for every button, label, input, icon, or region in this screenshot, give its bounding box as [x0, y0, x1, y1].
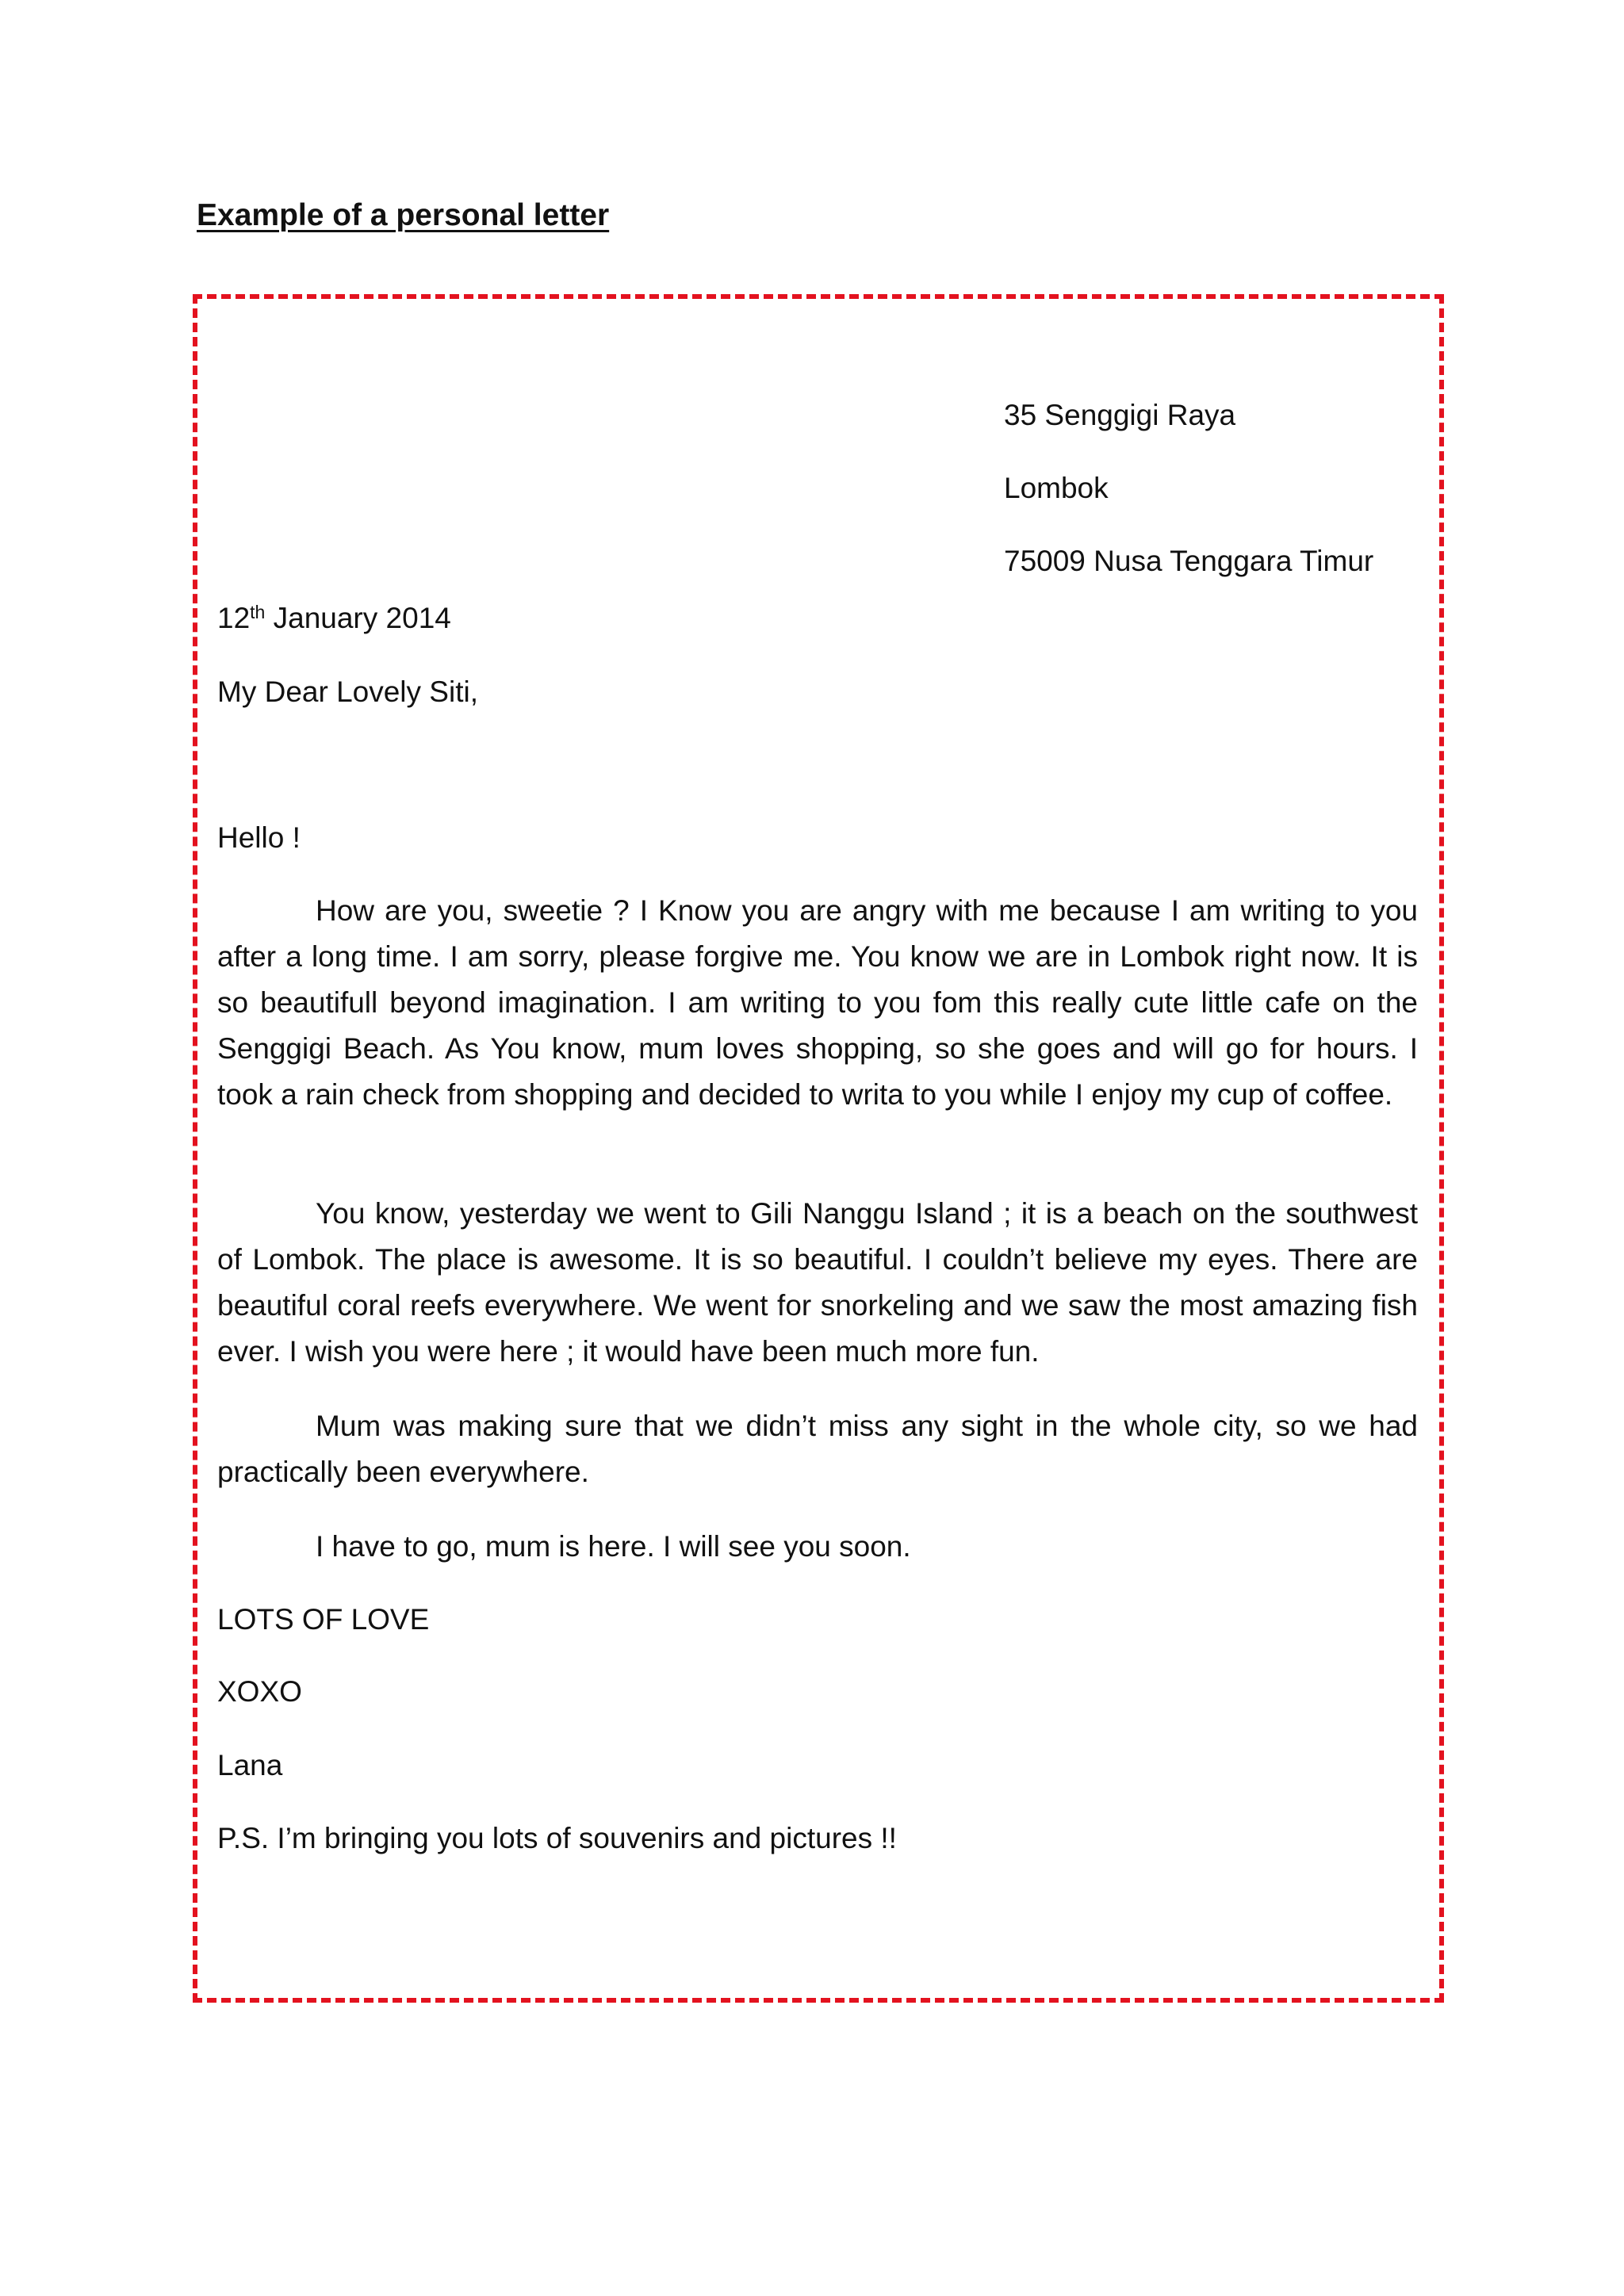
- body-paragraph-4: I have to go, mum is here. I will see you soon.: [316, 1530, 911, 1563]
- kisses: XOXO: [217, 1675, 302, 1708]
- letter-date: [217, 595, 451, 641]
- body-paragraph-1: How are you, sweetie ? I Know you are angry with me because I am writing to you after a long time. I am sorry, please forgive me. You know we are in Lombok right now. It is so beautifull beyond imagination. I am writing to you fom this really cute little cafe on the Senggigi Beach. As You know, mum loves shopping, so she goes and will go for hours. I took a rain check from shopping and decided to writa to you while I enjoy my cup of coffee.: [217, 894, 1418, 1111]
- address-line-city: Lombok: [1004, 472, 1109, 504]
- salutation: My Dear Lovely Siti,: [217, 675, 478, 708]
- sender-address: [1004, 379, 1373, 598]
- date-day: 12: [217, 602, 251, 634]
- closing: LOTS OF LOVE: [217, 1603, 430, 1636]
- greeting: Hello !: [217, 821, 301, 854]
- signature: Lana: [217, 1749, 283, 1781]
- date-suffix: th: [250, 602, 266, 622]
- body-paragraph-3: Mum was making sure that we didn’t miss any sight in the whole city, so we had practically been everywhere.: [217, 1410, 1418, 1488]
- address-line-street: 35 Senggigi Raya: [1004, 399, 1236, 431]
- body-paragraph-2: You know, yesterday we went to Gili Nanggu Island ; it is a beach on the southwest of Lombok. The place is awesome. It is so beautiful. I couldn’t believe my eyes. There are beautiful coral reefs everywhere. We went for snorkeling and we saw the most amazing fish ever. I wish you were here ; it would have been much more fun.: [217, 1197, 1418, 1368]
- date-month-year: January 2014: [265, 602, 451, 634]
- address-line-postcode: 75009 Nusa Tenggara Timur: [1004, 545, 1374, 577]
- page-heading: Example of a personal letter: [197, 198, 610, 232]
- postscript: P.S. I’m bringing you lots of souvenirs and pictures !!: [217, 1822, 897, 1854]
